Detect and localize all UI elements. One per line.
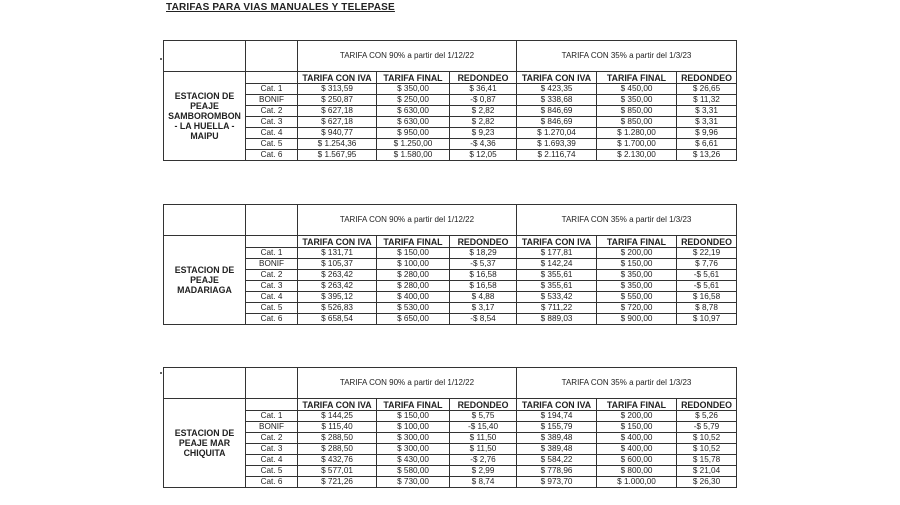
- tarifa-final-35: $ 200,00: [597, 411, 677, 422]
- table-row: [164, 477, 737, 488]
- tarifa-con-iva-35: $ 355,61: [517, 281, 597, 292]
- table-row: [164, 433, 737, 444]
- col-header-final: TARIFA FINAL: [377, 236, 450, 248]
- redondeo-35: $ 15,78: [677, 455, 737, 466]
- redondeo-90: $ 36,41: [450, 84, 517, 95]
- group-header-90: TARIFA CON 90% a partir del 1/12/22: [298, 368, 517, 399]
- tarifa-con-iva-35: $ 1.270,04: [517, 128, 597, 139]
- header-empty-cell: [246, 205, 298, 236]
- category-cell: Cat. 6: [246, 150, 298, 161]
- table-row: [164, 411, 737, 422]
- redondeo-35: -$ 5,61: [677, 270, 737, 281]
- category-cell: Cat. 3: [246, 444, 298, 455]
- redondeo-90: $ 8,74: [450, 477, 517, 488]
- category-cell: Cat. 5: [246, 466, 298, 477]
- category-cell: BONIF: [246, 422, 298, 433]
- tarifa-con-iva-35: $ 423,35: [517, 84, 597, 95]
- redondeo-90: -$ 8,54: [450, 314, 517, 325]
- redondeo-35: $ 8,78: [677, 303, 737, 314]
- tarifa-con-iva-35: $ 355,61: [517, 270, 597, 281]
- tarifa-final-90: $ 300,00: [377, 444, 450, 455]
- tarifa-con-iva-35: $ 338,68: [517, 95, 597, 106]
- tarifa-final-35: $ 2.130,00: [597, 150, 677, 161]
- redondeo-35: $ 26,30: [677, 477, 737, 488]
- tarifa-final-35: $ 850,00: [597, 117, 677, 128]
- table-row: [164, 84, 737, 95]
- tarifa-con-iva-90: $ 627,18: [298, 117, 377, 128]
- col-header-final: TARIFA FINAL: [597, 72, 677, 84]
- redondeo-35: -$ 5,61: [677, 281, 737, 292]
- category-cell: Cat. 1: [246, 84, 298, 95]
- category-cell: Cat. 4: [246, 292, 298, 303]
- redondeo-90: $ 18,29: [450, 248, 517, 259]
- tariff-table-madariaga: [163, 204, 737, 325]
- tarifa-final-35: $ 550,00: [597, 292, 677, 303]
- col-header-redondeo: REDONDEO: [677, 72, 737, 84]
- header-empty-cell: [246, 368, 298, 399]
- tarifa-final-90: $ 150,00: [377, 248, 450, 259]
- redondeo-35: $ 9,96: [677, 128, 737, 139]
- col-header-redondeo: REDONDEO: [450, 236, 517, 248]
- header-empty-cell: [164, 368, 246, 399]
- redondeo-35: $ 5,26: [677, 411, 737, 422]
- tarifa-final-90: $ 350,00: [377, 84, 450, 95]
- tarifa-final-35: $ 350,00: [597, 281, 677, 292]
- tarifa-final-90: $ 950,00: [377, 128, 450, 139]
- tarifa-con-iva-35: $ 584,22: [517, 455, 597, 466]
- col-header-redondeo: REDONDEO: [677, 399, 737, 411]
- redondeo-35: $ 22,19: [677, 248, 737, 259]
- header-empty-cell: [164, 205, 246, 236]
- tarifa-final-90: $ 100,00: [377, 422, 450, 433]
- station-name: ESTACION DE PEAJE MAR CHIQUITA: [164, 399, 246, 488]
- redondeo-90: -$ 4,36: [450, 139, 517, 150]
- tarifa-con-iva-90: $ 105,37: [298, 259, 377, 270]
- tarifa-final-35: $ 350,00: [597, 95, 677, 106]
- category-cell: BONIF: [246, 259, 298, 270]
- tarifa-con-iva-35: $ 389,48: [517, 433, 597, 444]
- redondeo-35: $ 11,32: [677, 95, 737, 106]
- redondeo-90: $ 5,75: [450, 411, 517, 422]
- tarifa-final-90: $ 730,00: [377, 477, 450, 488]
- tarifa-final-90: $ 300,00: [377, 433, 450, 444]
- table-row: [164, 422, 737, 433]
- redondeo-90: $ 2,82: [450, 106, 517, 117]
- tarifa-final-90: $ 400,00: [377, 292, 450, 303]
- tarifa-con-iva-90: $ 940,77: [298, 128, 377, 139]
- tarifa-final-35: $ 400,00: [597, 433, 677, 444]
- group-header-35: TARIFA CON 35% a partir del 1/3/23: [517, 368, 737, 399]
- tarifa-final-90: $ 280,00: [377, 281, 450, 292]
- category-header-empty: [246, 72, 298, 84]
- tarifa-con-iva-90: $ 658,54: [298, 314, 377, 325]
- tarifa-final-35: $ 1.000,00: [597, 477, 677, 488]
- tarifa-final-35: $ 600,00: [597, 455, 677, 466]
- category-cell: Cat. 6: [246, 314, 298, 325]
- tarifa-con-iva-90: $ 288,50: [298, 433, 377, 444]
- tarifa-con-iva-35: $ 1.693,39: [517, 139, 597, 150]
- category-cell: BONIF: [246, 95, 298, 106]
- scan-speck: [160, 58, 162, 60]
- table-row: [164, 455, 737, 466]
- table-row: [164, 466, 737, 477]
- col-header-redondeo: REDONDEO: [450, 72, 517, 84]
- tarifa-con-iva-90: $ 250,87: [298, 95, 377, 106]
- table-row: [164, 281, 737, 292]
- header-empty-cell: [164, 41, 246, 72]
- table-row: [164, 95, 737, 106]
- scan-speck: [160, 372, 162, 374]
- tarifa-final-90: $ 650,00: [377, 314, 450, 325]
- redondeo-35: $ 6,61: [677, 139, 737, 150]
- tarifa-final-35: $ 150,00: [597, 259, 677, 270]
- tariff-table-samborombon: [163, 40, 737, 161]
- tarifa-final-35: $ 850,00: [597, 106, 677, 117]
- tarifa-con-iva-90: $ 1.567,95: [298, 150, 377, 161]
- group-header-35: TARIFA CON 35% a partir del 1/3/23: [517, 205, 737, 236]
- tarifa-final-90: $ 580,00: [377, 466, 450, 477]
- table-row: [164, 248, 737, 259]
- redondeo-90: $ 2,99: [450, 466, 517, 477]
- redondeo-35: $ 10,52: [677, 444, 737, 455]
- tarifa-con-iva-90: $ 115,40: [298, 422, 377, 433]
- category-header-empty: [246, 236, 298, 248]
- tarifa-final-90: $ 250,00: [377, 95, 450, 106]
- col-header-final: TARIFA FINAL: [377, 72, 450, 84]
- redondeo-35: $ 3,31: [677, 117, 737, 128]
- category-cell: Cat. 3: [246, 117, 298, 128]
- tarifa-con-iva-35: $ 194,74: [517, 411, 597, 422]
- col-header-con-iva: TARIFA CON IVA: [298, 236, 377, 248]
- tarifa-con-iva-35: $ 973,70: [517, 477, 597, 488]
- group-header-90: TARIFA CON 90% a partir del 1/12/22: [298, 41, 517, 72]
- tariff-table-mar-chiquita: [163, 367, 737, 488]
- tarifa-final-90: $ 630,00: [377, 117, 450, 128]
- category-cell: Cat. 6: [246, 477, 298, 488]
- tarifa-con-iva-90: $ 395,12: [298, 292, 377, 303]
- redondeo-35: -$ 5,79: [677, 422, 737, 433]
- redondeo-90: $ 9,23: [450, 128, 517, 139]
- col-header-redondeo: REDONDEO: [677, 236, 737, 248]
- redondeo-90: -$ 5,37: [450, 259, 517, 270]
- col-header-con-iva: TARIFA CON IVA: [517, 72, 597, 84]
- tarifa-final-90: $ 280,00: [377, 270, 450, 281]
- category-cell: Cat. 2: [246, 106, 298, 117]
- tarifa-con-iva-35: $ 533,42: [517, 292, 597, 303]
- tarifa-con-iva-90: $ 144,25: [298, 411, 377, 422]
- tarifa-final-35: $ 350,00: [597, 270, 677, 281]
- category-cell: Cat. 4: [246, 128, 298, 139]
- tarifa-con-iva-90: $ 313,59: [298, 84, 377, 95]
- tarifa-con-iva-90: $ 263,42: [298, 281, 377, 292]
- tarifa-final-90: $ 1.250,00: [377, 139, 450, 150]
- col-header-con-iva: TARIFA CON IVA: [298, 399, 377, 411]
- group-header-35: TARIFA CON 35% a partir del 1/3/23: [517, 41, 737, 72]
- redondeo-35: $ 16,58: [677, 292, 737, 303]
- redondeo-90: -$ 0,87: [450, 95, 517, 106]
- tarifa-con-iva-35: $ 142,24: [517, 259, 597, 270]
- tarifa-final-90: $ 530,00: [377, 303, 450, 314]
- group-header-90: TARIFA CON 90% a partir del 1/12/22: [298, 205, 517, 236]
- category-cell: Cat. 4: [246, 455, 298, 466]
- tarifa-con-iva-90: $ 627,18: [298, 106, 377, 117]
- tarifa-con-iva-90: $ 131,71: [298, 248, 377, 259]
- category-cell: Cat. 5: [246, 303, 298, 314]
- table-row: [164, 106, 737, 117]
- document-title: TARIFAS PARA VIAS MANUALES Y TELEPASE: [166, 2, 395, 13]
- col-header-final: TARIFA FINAL: [597, 236, 677, 248]
- tarifa-con-iva-35: $ 889,03: [517, 314, 597, 325]
- tarifa-final-35: $ 200,00: [597, 248, 677, 259]
- tarifa-final-35: $ 1.700,00: [597, 139, 677, 150]
- col-header-con-iva: TARIFA CON IVA: [517, 236, 597, 248]
- tarifa-final-90: $ 150,00: [377, 411, 450, 422]
- category-cell: Cat. 1: [246, 248, 298, 259]
- tarifa-con-iva-35: $ 155,79: [517, 422, 597, 433]
- tarifa-con-iva-35: $ 778,96: [517, 466, 597, 477]
- table-row: [164, 314, 737, 325]
- col-header-con-iva: TARIFA CON IVA: [298, 72, 377, 84]
- redondeo-90: $ 16,58: [450, 270, 517, 281]
- col-header-redondeo: REDONDEO: [450, 399, 517, 411]
- category-header-empty: [246, 399, 298, 411]
- tarifa-final-35: $ 400,00: [597, 444, 677, 455]
- category-cell: Cat. 2: [246, 270, 298, 281]
- tarifa-con-iva-90: $ 288,50: [298, 444, 377, 455]
- redondeo-90: $ 3,17: [450, 303, 517, 314]
- tarifa-con-iva-90: $ 526,83: [298, 303, 377, 314]
- table-row: [164, 139, 737, 150]
- table-row: [164, 444, 737, 455]
- redondeo-90: $ 11,50: [450, 433, 517, 444]
- tarifa-con-iva-35: $ 177,81: [517, 248, 597, 259]
- tarifa-final-35: $ 1.280,00: [597, 128, 677, 139]
- tarifa-final-90: $ 630,00: [377, 106, 450, 117]
- redondeo-90: -$ 15,40: [450, 422, 517, 433]
- tarifa-final-90: $ 100,00: [377, 259, 450, 270]
- station-name: ESTACION DE PEAJE SAMBOROMBON - LA HUELLA - MAIPU: [164, 72, 246, 161]
- tarifa-con-iva-90: $ 263,42: [298, 270, 377, 281]
- tarifa-con-iva-35: $ 711,22: [517, 303, 597, 314]
- tarifa-con-iva-90: $ 432,76: [298, 455, 377, 466]
- table-row: [164, 259, 737, 270]
- redondeo-90: $ 2,82: [450, 117, 517, 128]
- redondeo-35: $ 10,52: [677, 433, 737, 444]
- tarifa-final-35: $ 900,00: [597, 314, 677, 325]
- table-row: [164, 150, 737, 161]
- tarifa-final-35: $ 720,00: [597, 303, 677, 314]
- tarifa-final-35: $ 150,00: [597, 422, 677, 433]
- category-cell: Cat. 1: [246, 411, 298, 422]
- redondeo-90: -$ 2,76: [450, 455, 517, 466]
- redondeo-90: $ 16,58: [450, 281, 517, 292]
- tarifa-final-90: $ 430,00: [377, 455, 450, 466]
- tarifa-con-iva-35: $ 846,69: [517, 106, 597, 117]
- table-row: [164, 270, 737, 281]
- redondeo-90: $ 4,88: [450, 292, 517, 303]
- redondeo-35: $ 3,31: [677, 106, 737, 117]
- tarifa-final-90: $ 1.580,00: [377, 150, 450, 161]
- redondeo-90: $ 11,50: [450, 444, 517, 455]
- redondeo-35: $ 26,65: [677, 84, 737, 95]
- tarifa-con-iva-90: $ 577,01: [298, 466, 377, 477]
- header-empty-cell: [246, 41, 298, 72]
- table-row: [164, 128, 737, 139]
- tarifa-final-35: $ 800,00: [597, 466, 677, 477]
- category-cell: Cat. 5: [246, 139, 298, 150]
- table-row: [164, 303, 737, 314]
- tarifa-con-iva-35: $ 846,69: [517, 117, 597, 128]
- table-row: [164, 117, 737, 128]
- redondeo-35: $ 13,26: [677, 150, 737, 161]
- col-header-con-iva: TARIFA CON IVA: [517, 399, 597, 411]
- tarifa-con-iva-90: $ 721,26: [298, 477, 377, 488]
- col-header-final: TARIFA FINAL: [597, 399, 677, 411]
- redondeo-90: $ 12,05: [450, 150, 517, 161]
- col-header-final: TARIFA FINAL: [377, 399, 450, 411]
- redondeo-35: $ 7,76: [677, 259, 737, 270]
- tarifa-con-iva-35: $ 389,48: [517, 444, 597, 455]
- redondeo-35: $ 21,04: [677, 466, 737, 477]
- redondeo-35: $ 10,97: [677, 314, 737, 325]
- category-cell: Cat. 2: [246, 433, 298, 444]
- table-row: [164, 292, 737, 303]
- tarifa-con-iva-35: $ 2.116,74: [517, 150, 597, 161]
- tarifa-final-35: $ 450,00: [597, 84, 677, 95]
- station-name: ESTACION DE PEAJE MADARIAGA: [164, 236, 246, 325]
- category-cell: Cat. 3: [246, 281, 298, 292]
- tarifa-con-iva-90: $ 1.254,36: [298, 139, 377, 150]
